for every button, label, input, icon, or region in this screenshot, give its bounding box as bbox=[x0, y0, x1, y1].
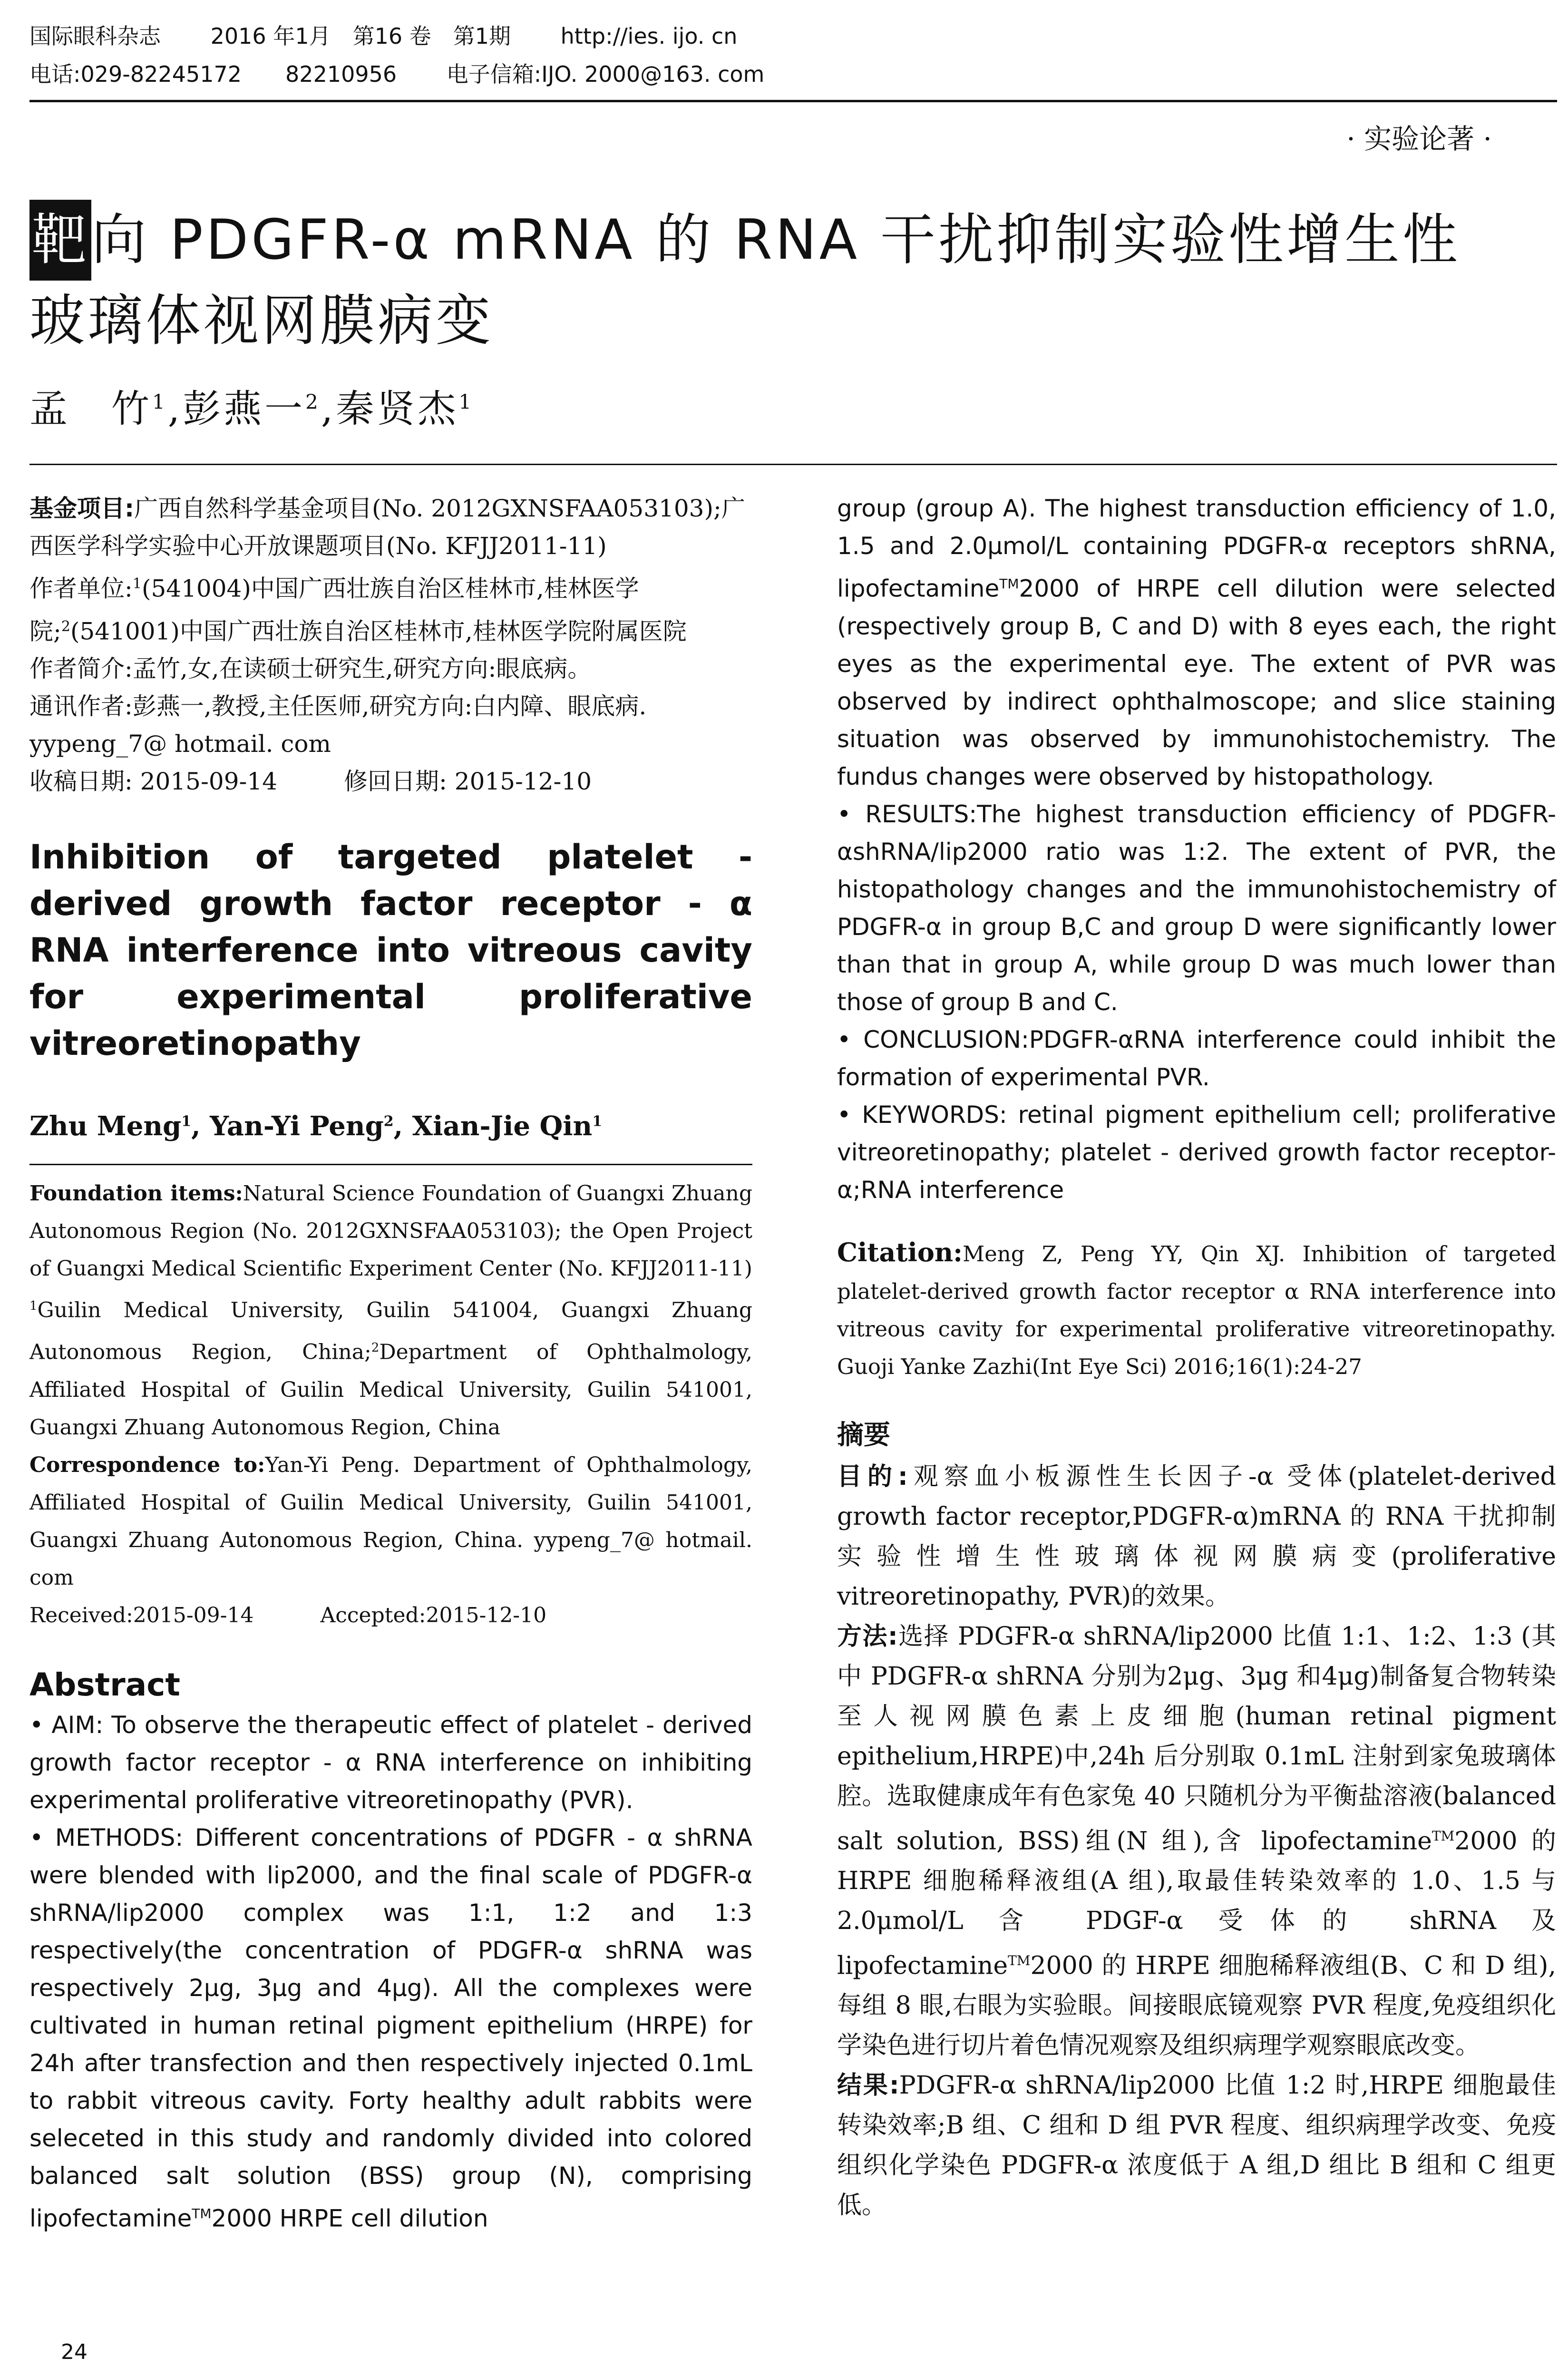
unit-cn-text1: (541004)中国广西壮族自治区桂林市,桂林医学院; bbox=[29, 575, 639, 645]
cn-aim-label: 目的: bbox=[837, 1462, 908, 1491]
right-column bbox=[837, 490, 1556, 2225]
foundation-items bbox=[29, 1175, 752, 1287]
aff-sup-2: 2 bbox=[371, 1340, 380, 1355]
issue-info: 2016 年1月 第16 卷 第1期 bbox=[210, 23, 511, 49]
abstract-methods-2 bbox=[837, 490, 1556, 796]
journal-header bbox=[29, 17, 1557, 93]
abstract-keywords: • KEYWORDS: retinal pigment epithelium cell; proliferative vitreoretinopathy; platelet - derived growth factor receptor-α;RNA interference bbox=[837, 1101, 1556, 1204]
abstract-heading: Abstract bbox=[29, 1666, 180, 1703]
aff-2: Department of Ophthalmology, Affiliated Hospital of Guilin Medical University, Guilin 541001, Guangxi Zhuang Autonomous Region, China bbox=[29, 1340, 752, 1440]
header-rule bbox=[29, 100, 1557, 102]
title-line-2: 玻璃体视网膜病变 bbox=[29, 289, 494, 353]
foundation-block bbox=[29, 1175, 752, 1634]
title-line-1: 向 PDGFR-α mRNA 的 RNA 干扰抑制实验性增生性 bbox=[91, 208, 1461, 272]
journal-url[interactable]: http://ies. ijo. cn bbox=[560, 23, 738, 49]
author-cn-2: ,彭燕一 bbox=[167, 387, 306, 431]
title-rule bbox=[29, 464, 1557, 465]
unit-cn-sup2: 2 bbox=[61, 618, 70, 635]
en-author-3-sup: 1 bbox=[592, 1113, 603, 1130]
corr-label: Correspondence to: bbox=[29, 1452, 265, 1477]
journal-name: 国际眼科杂志 bbox=[29, 23, 161, 49]
cn-results-text: PDGFR-α shRNA/lip2000 比值 1:2 时,HRPE 细胞最佳转染效率;B 组、C 组和 D 组 PVR 程度、组织病理学改变、免疫组织化学染色 PDGFR-α 浓度低于 A 组,D 组比 B 组和 C 组更低。 bbox=[837, 2071, 1557, 2220]
cn-tm-1: TM bbox=[1432, 1828, 1455, 1844]
english-authors bbox=[29, 1111, 752, 1142]
en-author-1-sup: 1 bbox=[181, 1113, 192, 1130]
methods-1-end: 2000 HRPE cell dilution bbox=[211, 2204, 488, 2232]
author-cn-3-sup: 1 bbox=[458, 390, 475, 414]
unit-cn-label: 作者单位: bbox=[29, 575, 133, 603]
en-author-1: Zhu Meng bbox=[29, 1111, 182, 1142]
en-accepted: Accepted:2015-12-10 bbox=[320, 1603, 547, 1627]
cn-abstract-methods bbox=[837, 1617, 1556, 2066]
en-dates bbox=[29, 1597, 752, 1634]
page-number: 24 bbox=[61, 2340, 88, 2364]
dates-cn bbox=[29, 763, 752, 800]
cn-methods-b: 2000 的 HRPE 细胞稀释液组(A 组),取最佳转染效率的 1.0、1.5 与 2.0μmol/L 含 PDGF-α 受体的 shRNA 及 lipofectamine bbox=[837, 1826, 1556, 1980]
english-title: Inhibition of targeted platelet - derived growth factor receptor - α RNA interference into vitreous cavity for experimental proliferative vitreoretinopathy bbox=[29, 838, 752, 1063]
author-cn-3: ,秦贤杰 bbox=[321, 387, 459, 431]
aff-sup-1: 1 bbox=[29, 1299, 38, 1314]
abstract-results: • RESULTS:The highest transduction efficiency of PDGFR-αshRNA/lip2000 ratio was 1:2. The extent of PVR, the histopathology changes and the immunohistochemistry of PDGFR-α in group B,C and group D were significantly lower than that in group A, while group D was much lower than those of group B and C. bbox=[837, 800, 1556, 1016]
correspondence bbox=[29, 1446, 752, 1597]
author-cn-1: 孟 竹 bbox=[29, 387, 152, 431]
left-column bbox=[29, 490, 752, 2237]
header-row-1 bbox=[29, 17, 1557, 55]
en-author-3: , Xian-Jie Qin bbox=[393, 1111, 593, 1142]
section-tag: · 实验论著 · bbox=[1346, 123, 1492, 155]
corr-text: Yan-Yi Peng. Department of Ophthalmology, Affiliated Hospital of Guilin Medical University, Guilin 541001, Guangxi Zhuang Autonomous Region, China. yypeng_7@ hotmail. com bbox=[29, 1452, 752, 1590]
author-cn-1-sup: 1 bbox=[152, 390, 168, 414]
journal-email[interactable]: 电子信箱:IJO. 2000@163. com bbox=[446, 61, 765, 87]
cn-results-label: 结果: bbox=[837, 2071, 899, 2100]
cn-methods-label: 方法: bbox=[837, 1622, 898, 1651]
fund-cn bbox=[29, 490, 752, 565]
cn-tm-2: TM bbox=[1008, 1952, 1031, 1968]
journal-tel: 电话:029-82245172 82210956 bbox=[29, 61, 397, 87]
fund-cn-label: 基金项目: bbox=[29, 495, 134, 522]
methods-2-text: group (group A). The highest transduction efficiency of 1.0, 1.5 and 2.0μmol/L containing PDGFR-α receptors shRNA, lipofectamine bbox=[837, 495, 1556, 603]
abstract-methods-1 bbox=[29, 1819, 752, 2238]
author-cn-2-sup: 2 bbox=[305, 390, 321, 414]
methods-2-end: 2000 of HRPE cell dilution were selected (respectively group B, C and D) with 8 eyes each, the right eyes as the experimental eye. The extent of PVR was observed by indirect ophthalmoscope; and slice staining situation was observed by immunohistochemistry. The fundus changes were observed by histopathology. bbox=[837, 575, 1556, 790]
cn-info-block bbox=[29, 490, 752, 800]
en-author-2-sup: 2 bbox=[383, 1113, 394, 1130]
unit-cn-sup1: 1 bbox=[132, 575, 142, 592]
authors-cn bbox=[29, 378, 474, 433]
en-received: Received:2015-09-14 bbox=[29, 1603, 254, 1627]
revised-cn: 修回日期: 2015-12-10 bbox=[344, 768, 592, 796]
abstract-conclusion: • CONCLUSION:PDGFR-αRNA interference could inhibit the formation of experimental PVR. bbox=[837, 1025, 1556, 1091]
aff-1: Guilin Medical University, Guilin 541004, Guangxi Zhuang Autonomous Region, China; bbox=[29, 1298, 752, 1364]
title-first-char: 靶 bbox=[29, 200, 91, 281]
cn-abstract-aim bbox=[837, 1457, 1556, 1617]
tm-mark-1: TM bbox=[192, 2205, 212, 2221]
unit-cn-text2: (541001)中国广西壮族自治区桂林市,桂林医学院附属医院 bbox=[70, 617, 687, 645]
header-row-2 bbox=[29, 55, 1557, 93]
citation-label: Citation: bbox=[837, 1237, 963, 1267]
cn-abstract-results bbox=[837, 2065, 1556, 2225]
cn-abstract-heading: 摘要 bbox=[837, 1419, 890, 1451]
received-cn: 收稿日期: 2015-09-14 bbox=[29, 768, 278, 796]
fund-cn-text: 广西自然科学基金项目(No. 2012GXNSFAA053103);广西医学科学实验中心开放课题项目(No. KFJJ2011-11) bbox=[29, 495, 745, 560]
corr-cn: 通讯作者:彭燕一,教授,主任医师,研究方向:白内障、眼底病. yypeng_7@ hotmail. com bbox=[29, 692, 647, 758]
abstract-aim: • AIM: To observe the therapeutic effect of platelet - derived growth factor receptor - α RNA interference on inhibiting experimental proliferative vitreoretinopathy (PVR). bbox=[29, 1711, 752, 1814]
cn-aim-text: 观察血小板源性生长因子-α 受体(platelet-derived growth factor receptor,PDGFR-α)mRNA 的 RNA 干扰抑制实验性增生性玻璃体视网膜病变(proliferative vitreoretinopathy, PVR)的效果。 bbox=[837, 1462, 1556, 1611]
tm-mark-2: TM bbox=[999, 576, 1019, 592]
en-author-2: , Yan-Yi Peng bbox=[191, 1111, 384, 1142]
citation bbox=[837, 1234, 1556, 1385]
affiliations bbox=[29, 1287, 752, 1446]
cn-methods-c: 2000 的 HRPE 细胞稀释液组(B、C 和 D 组),每组 8 眼,右眼为实验眼。间接眼底镜观察 PVR 程度,免疫组织化学染色进行切片着色情况观察及组织病理学观察眼底改变。 bbox=[837, 1951, 1556, 2060]
foundation-text: Natural Science Foundation of Guangxi Zhuang Autonomous Region (No. 2012GXNSFAA053103); the Open Project of Guangxi Medical Scientific Experiment Center (No. KFJJ2011-11) bbox=[29, 1181, 752, 1281]
foundation-label: Foundation items: bbox=[29, 1181, 243, 1206]
authors-rule bbox=[29, 1164, 752, 1165]
cn-methods-a: 选择 PDGFR-α shRNA/lip2000 比值 1:1、1:2、1:3 (其中 PDGFR-α shRNA 分别为2μg、3μg 和4μg)制备复合物转染至人视网膜色素上皮细胞(human retinal pigment epithelium,HRPE)中,24h 后分别取 0.1mL 注射到家兔玻璃体腔。选取健康成年有色家兔 40 只随机分为平衡盐溶液(balanced salt solution, BSS)组(N 组),含 lipofectamine bbox=[837, 1622, 1556, 1855]
article-title bbox=[29, 200, 1557, 361]
unit-cn bbox=[29, 565, 752, 650]
methods-1-text: • METHODS: Different concentrations of PDGFR - α shRNA were blended with lip2000, and the final scale of PDGFR-α shRNA/lip2000 complex was 1:1, 1:2 and 1:3 respectively(the concentration of PDGFR-α shRNA was respectively 2μg, 3μg and 4μg). All the complexes were cultivated in human retinal pigment epithelium (HRPE) for 24h after transfection and then respectively injected 0.1mL to rabbit vitreous cavity. Forty healthy adult rabbits were seleceted in this study and randomly divided into colored balanced salt solution (BSS) group (N), comprising lipofectamine bbox=[29, 1823, 752, 2232]
citation-text: Meng Z, Peng YY, Qin XJ. Inhibition of targeted platelet-derived growth factor receptor α RNA interference into vitreous cavity for experimental proliferative vitreoretinopathy. Guoji Yanke Zazhi(Int Eye Sci) 2016;16(1):24-27 bbox=[837, 1241, 1556, 1379]
bio-cn: 作者简介:孟竹,女,在读硕士研究生,研究方向:眼底病。 bbox=[29, 655, 592, 683]
